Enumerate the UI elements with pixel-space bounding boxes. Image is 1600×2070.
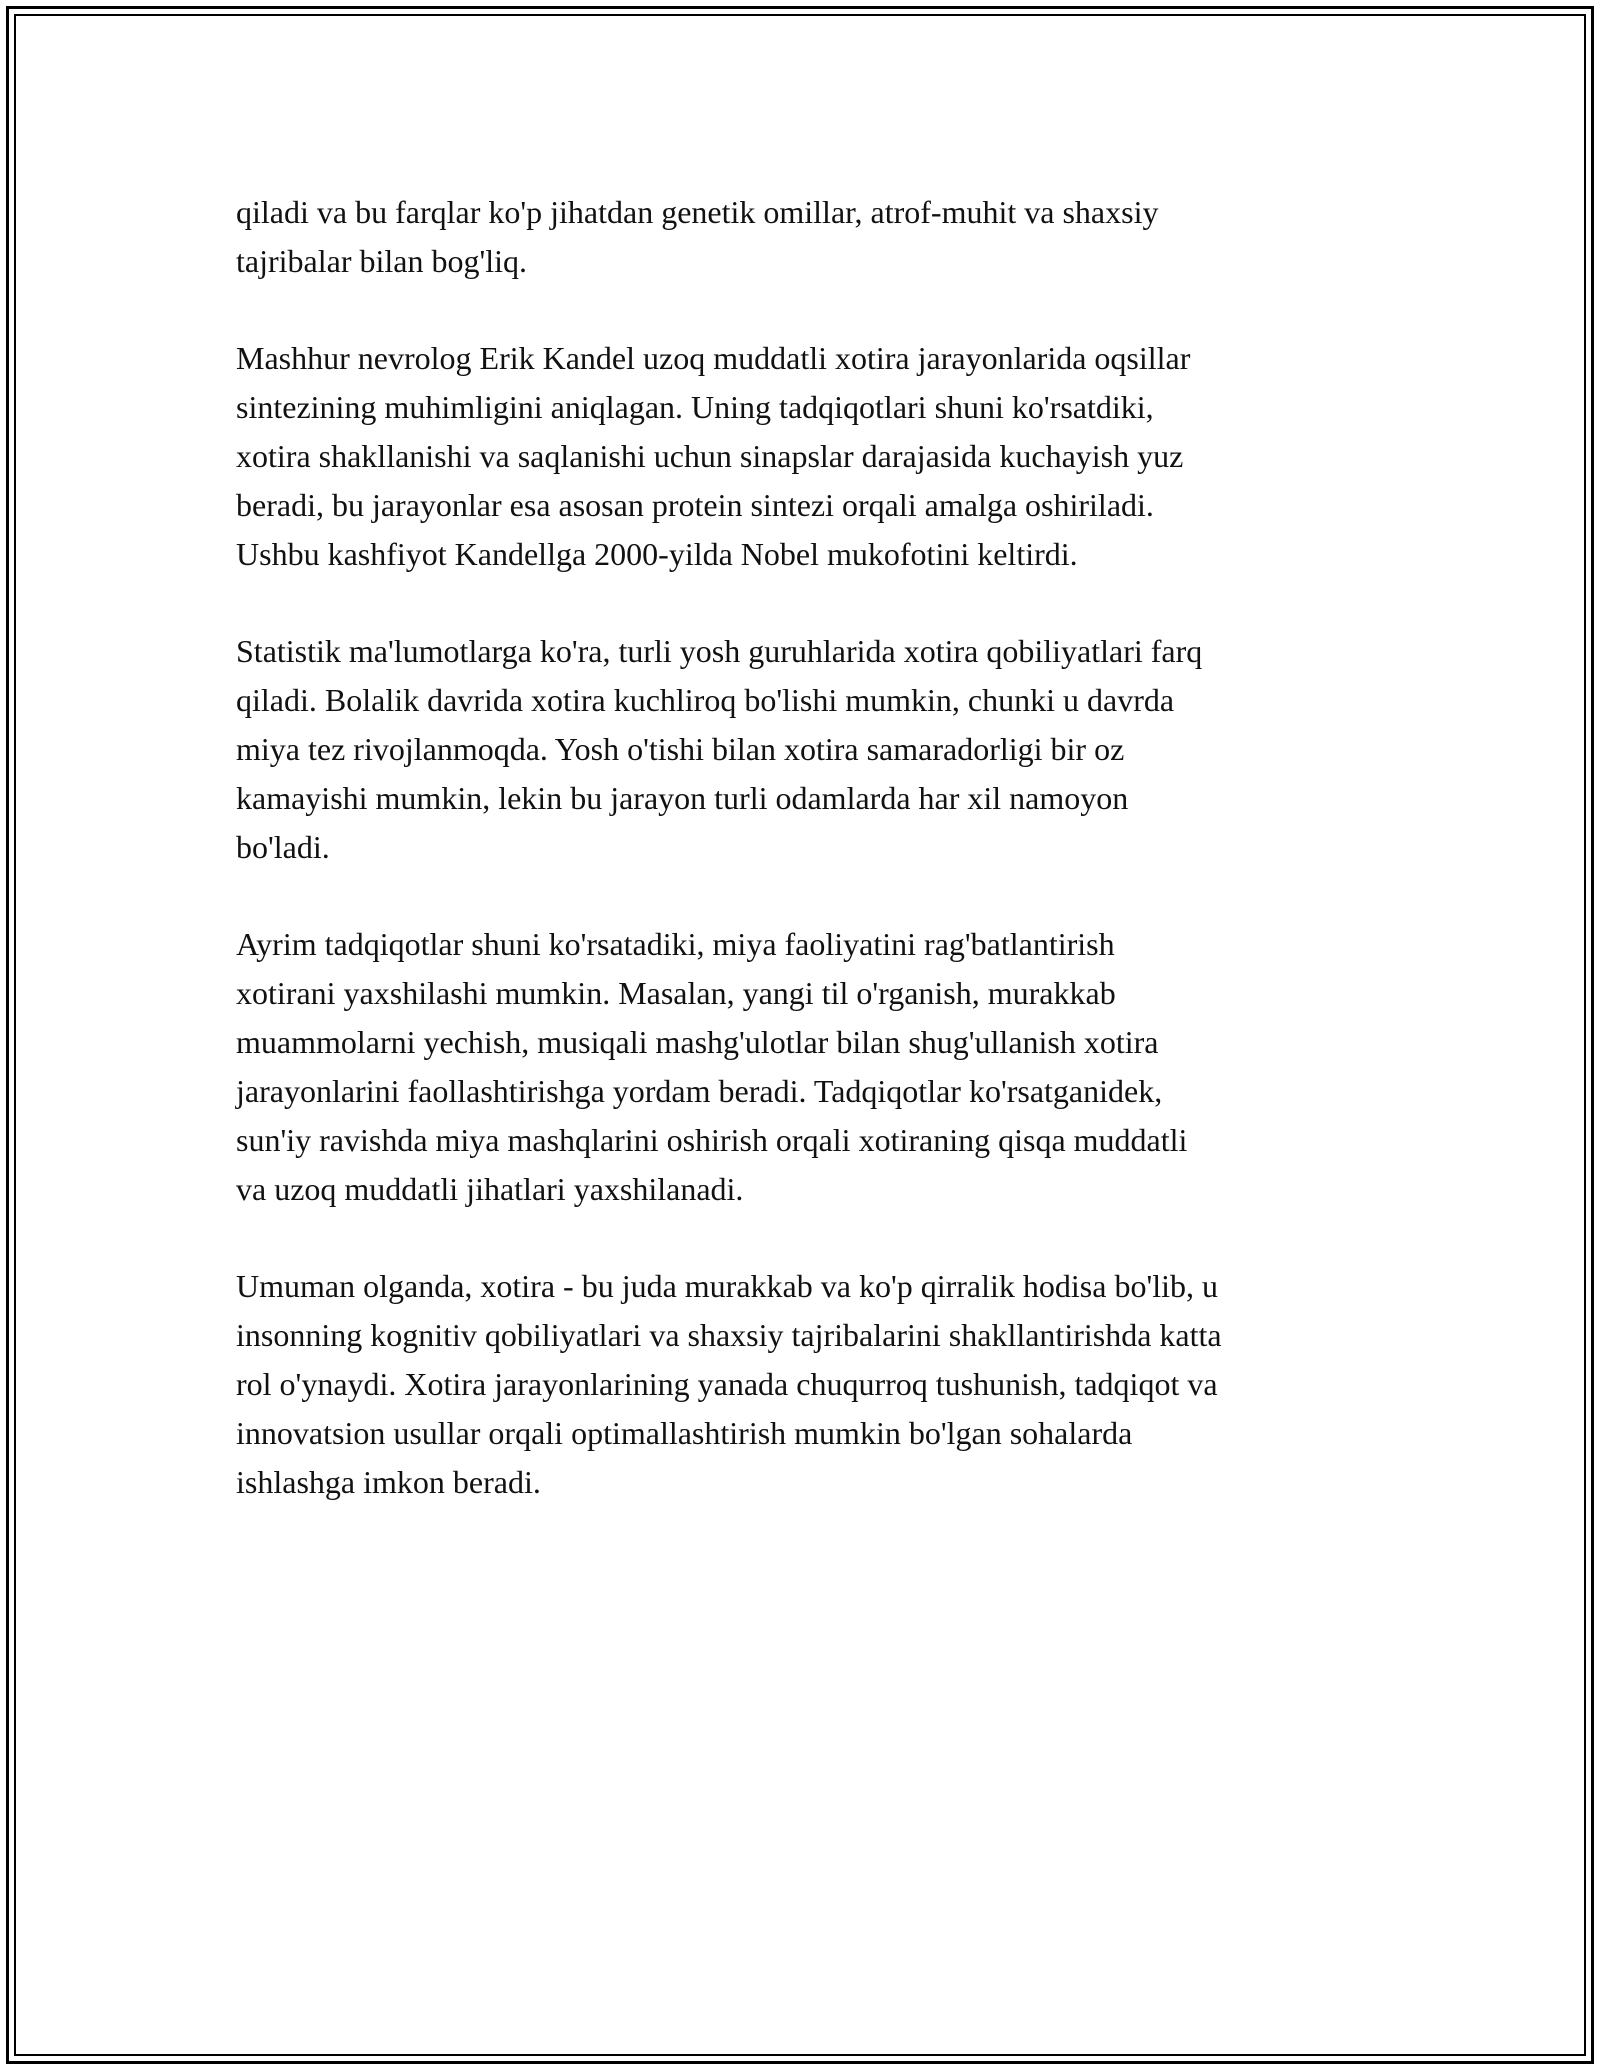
paragraph-2: Mashhur nevrolog Erik Kandel uzoq muddatli xotira jarayonlarida oqsillar sintezining muhimligini aniqlagan. Uning tadqiqotlari shuni ko'rsatdiki, xotira shakllanishi va saqlanishi uchun sinapslar darajasida kuchayish yuz beradi, bu jarayonlar esa asosan protein sintezi orqali amalga oshiriladi. Ushbu kashfiyot Kandellga 2000-yilda Nobel mukofotini keltirdi. [236, 340, 1191, 572]
document-body [236, 188, 1376, 1555]
paragraph-5: Umuman olganda, xotira - bu juda murakkab va ko'p qirralik hodisa bo'lib, u insonning kognitiv qobiliyatlari va shaxsiy tajribalarini shakllantirishda katta rol o'ynaydi. Xotira jarayonlarining yanada chuqurroq tushunish, tadqiqot va innovatsion usullar orqali optimallashtirish mumkin bo'lgan sohalarda ishlashga imkon beradi. [236, 1268, 1222, 1500]
paragraph-3: Statistik ma'lumotlarga ko'ra, turli yosh guruhlarida xotira qobiliyatlari farq qiladi. Bolalik davrida xotira kuchliroq bo'lishi mumkin, chunki u davrda miya tez rivojlanmoqda. Yosh o'tishi bilan xotira samaradorligi bir oz kamayishi mumkin, lekin bu jarayon turli odamlarda har xil namoyon bo'ladi. [236, 633, 1203, 865]
paragraph-1: qiladi va bu farqlar ko'p jihatdan genetik omillar, atrof-muhit va shaxsiy tajribalar bilan bog'liq. [236, 194, 1159, 279]
paragraph-4: Ayrim tadqiqotlar shuni ko'rsatadiki, miya faoliyatini rag'batlantirish xotirani yaxshilashi mumkin. Masalan, yangi til o'rganish, murakkab muammolarni yechish, musiqali mashg'ulotlar bilan shug'ullanish xotira jarayonlarini faollashtirishga yordam beradi. Tadqiqotlar ko'rsatganidek, sun'iy ravishda miya mashqlarini oshirish orqali xotiraning qisqa muddatli va uzoq muddatli jihatlari yaxshilanadi. [236, 926, 1188, 1207]
